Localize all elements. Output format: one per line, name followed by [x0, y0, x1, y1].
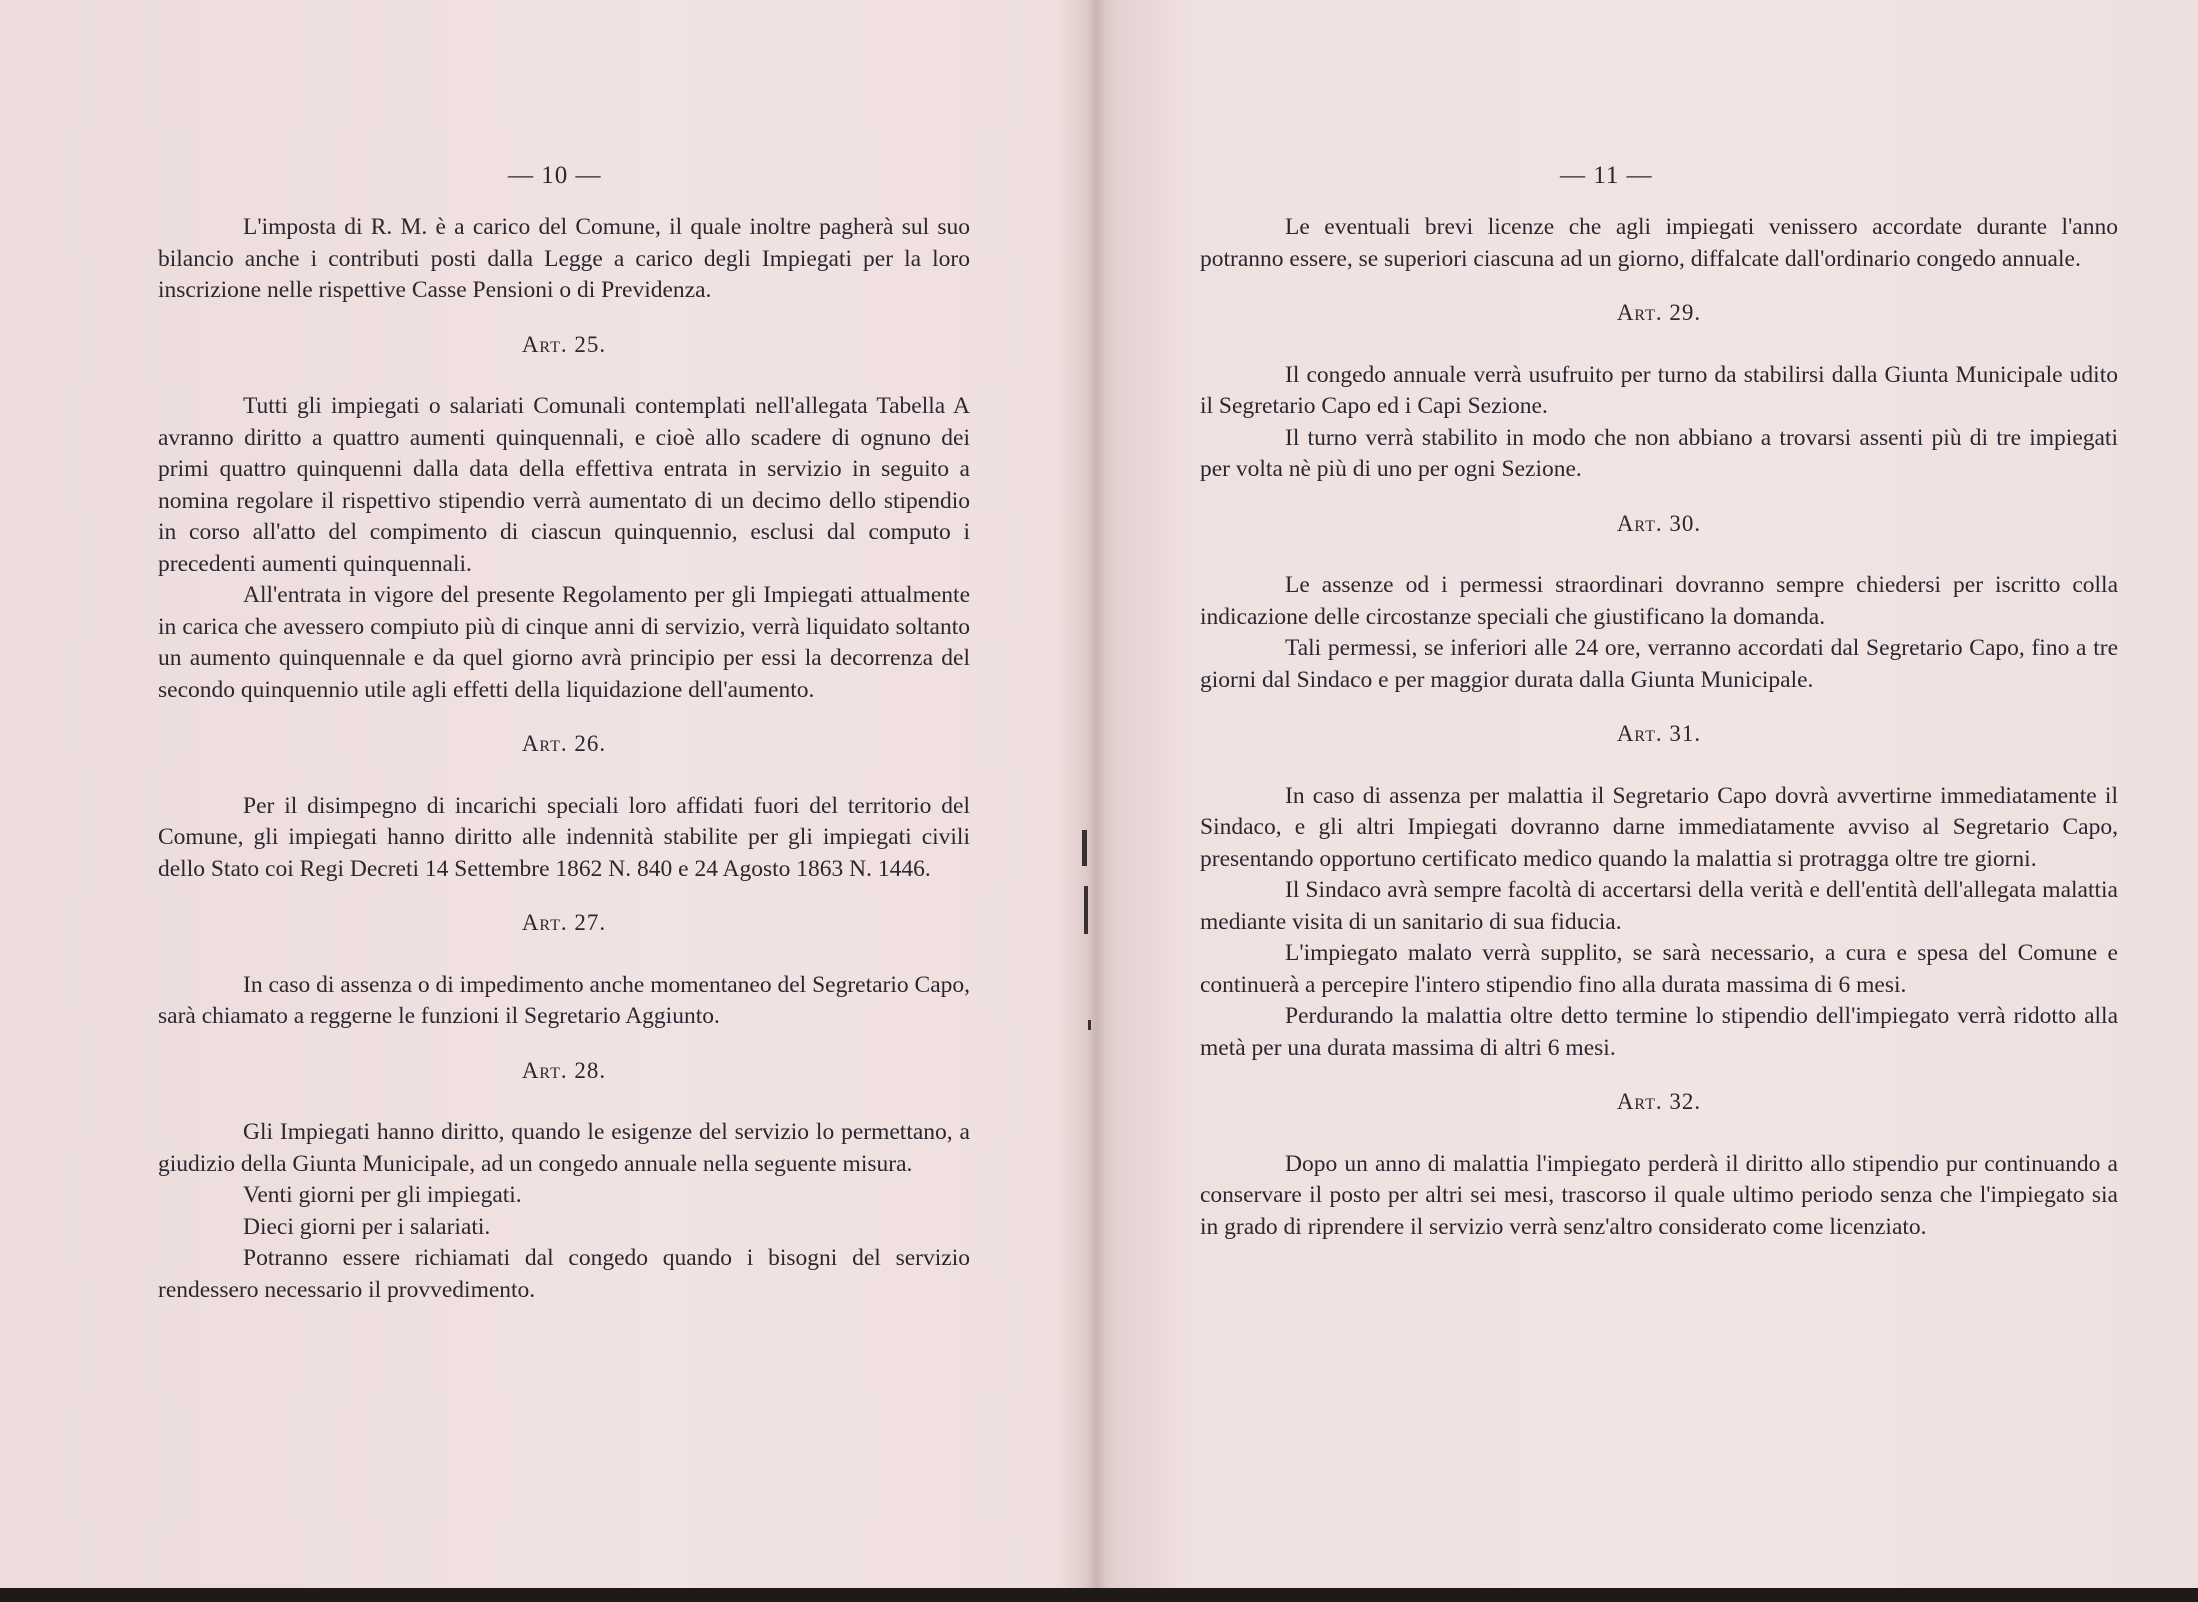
article-heading: Art. 25. — [521, 331, 607, 357]
article-heading: Art. 29. — [1616, 300, 1702, 325]
page-body — [1200, 212, 2118, 1243]
paragraph: Dopo un anno di malattia l'impiegato perderà il diritto allo stipendio pur continuando a conservare il posto per altri sei mesi, trascorso il quale ultimo periodo senza che l'impiegato sia in grado di riprendere il servizio verrà senz'altro considerato come licenziato. — [1200, 1150, 2118, 1240]
article-heading: Art. 30. — [1616, 510, 1702, 536]
page-right — [1100, 0, 2198, 1588]
article-heading: Art. 28. — [521, 1057, 607, 1083]
article-heading: Art. 31. — [1616, 721, 1702, 746]
paragraph: Potranno essere richiamati dal congedo quando i bisogni del servizio rendessero necessario il provvedimento. — [158, 1245, 970, 1303]
paragraph: All'entrata in vigore del presente Regolamento per gli Impiegati attualmente in carica che avessero compiuto più di cinque anni di servizio, verrà liquidato soltanto un aumento quinquennale e da quel giorno avrà principio per essi la decorrenza del secondo quinquennio utile agli effetti della liquidazione dell'aumento. — [158, 582, 970, 703]
paragraph: L'impiegato malato verrà supplito, se sarà necessario, a cura e spesa del Comune e continuerà a percepire l'intero stipendio fino alla durata massima di 6 mesi. — [1200, 940, 2118, 998]
paragraph: Tutti gli impiegati o salariati Comunali contemplati nell'allegata Tabella A avranno diritto a quattro aumenti quinquennali, e cioè allo scadere di ognuno dei primi quattro quinquenni dalla data della effettiva entrata in servizio in seguito a nomina regolare il rispettivo stipendio verrà aumentato di un decimo dello stipendio in corso all'atto del compimento di ciascun quinquennio, esclusi dal computo i precedenti aumenti quinquennali. — [158, 393, 970, 577]
paragraph: Il turno verrà stabilito in modo che non abbiano a trovarsi assenti più di tre impiegati per volta nè più di uno per ogni Sezione. — [1200, 424, 2118, 482]
paragraph: Il congedo annuale verrà usufruito per turno da stabilirsi dalla Giunta Municipale udito il Segretario Capo ed i Capi Sezione. — [1200, 361, 2118, 419]
page-left — [0, 0, 1090, 1588]
paragraph: Dieci giorni per i salariati. — [243, 1213, 491, 1240]
paragraph: Per il disimpegno di incarichi speciali loro affidati fuori del territorio del Comune, gli impiegati hanno diritto alle indennità stabilite per gli impiegati civili dello Stato coi Regi Decreti 14 Settembre 1862 N. 840 e 24 Agosto 1863 N. 1446. — [158, 792, 970, 882]
paragraph: Le eventuali brevi licenze che agli impiegati venissero accordate durante l'anno potranno essere, se superiori ciascuna ad un giorno, diffalcate dall'ordinario congedo annuale. — [1200, 214, 2118, 272]
paragraph: In caso di assenza per malattia il Segretario Capo dovrà avvertirne immediatamente il Sindaco, e gli altri Impiegati dovranno darne immediatamente avviso al Segretario Capo, presentando opportuno certificato medico quando la malattia si protragga oltre tre giorni. — [1200, 782, 2118, 872]
page-number: — 10 — — [508, 162, 602, 189]
page-body — [158, 212, 970, 1306]
scan-bottom-edge — [0, 1588, 2198, 1602]
page-number: — 11 — — [1560, 162, 1653, 189]
paragraph: Le assenze od i permessi straordinari dovranno sempre chiedersi per iscritto colla indicazione delle circostanze speciali che giustificano la domanda. — [1200, 572, 2118, 630]
paragraph: Venti giorni per gli impiegati. — [243, 1182, 522, 1208]
paragraph: Tali permessi, se inferiori alle 24 ore, verranno accordati dal Segretario Capo, fino a tre giorni dal Sindaco e per maggior durata dalla Giunta Municipale. — [1200, 635, 2118, 693]
paragraph: In caso di assenza o di impedimento anche momentaneo del Segretario Capo, sarà chiamato a reggerne le funzioni il Segretario Aggiunto. — [158, 971, 970, 1029]
paragraph: Perdurando la malattia oltre detto termine lo stipendio dell'impiegato verrà ridotto alla metà per una durata massima di altri 6 mesi. — [1200, 1003, 2118, 1061]
paragraph: L'imposta di R. M. è a carico del Comune, il quale inoltre pagherà sul suo bilancio anche i contributi posti dalla Legge a carico degli Impiegati per la loro inscrizione nelle rispettive Casse Pensioni o di Previdenza. — [158, 214, 970, 303]
article-heading: Art. 32. — [1616, 1089, 1702, 1114]
article-heading: Art. 27. — [521, 910, 607, 935]
paragraph: Il Sindaco avrà sempre facoltà di accertarsi della verità e dell'entità dell'allegata malattia mediante visita di un sanitario di sua fiducia. — [1200, 877, 2118, 935]
article-heading: Art. 26. — [521, 731, 607, 756]
paragraph: Gli Impiegati hanno diritto, quando le esigenze del servizio lo permettano, a giudizio della Giunta Municipale, ad un congedo annuale nella seguente misura. — [158, 1119, 970, 1177]
